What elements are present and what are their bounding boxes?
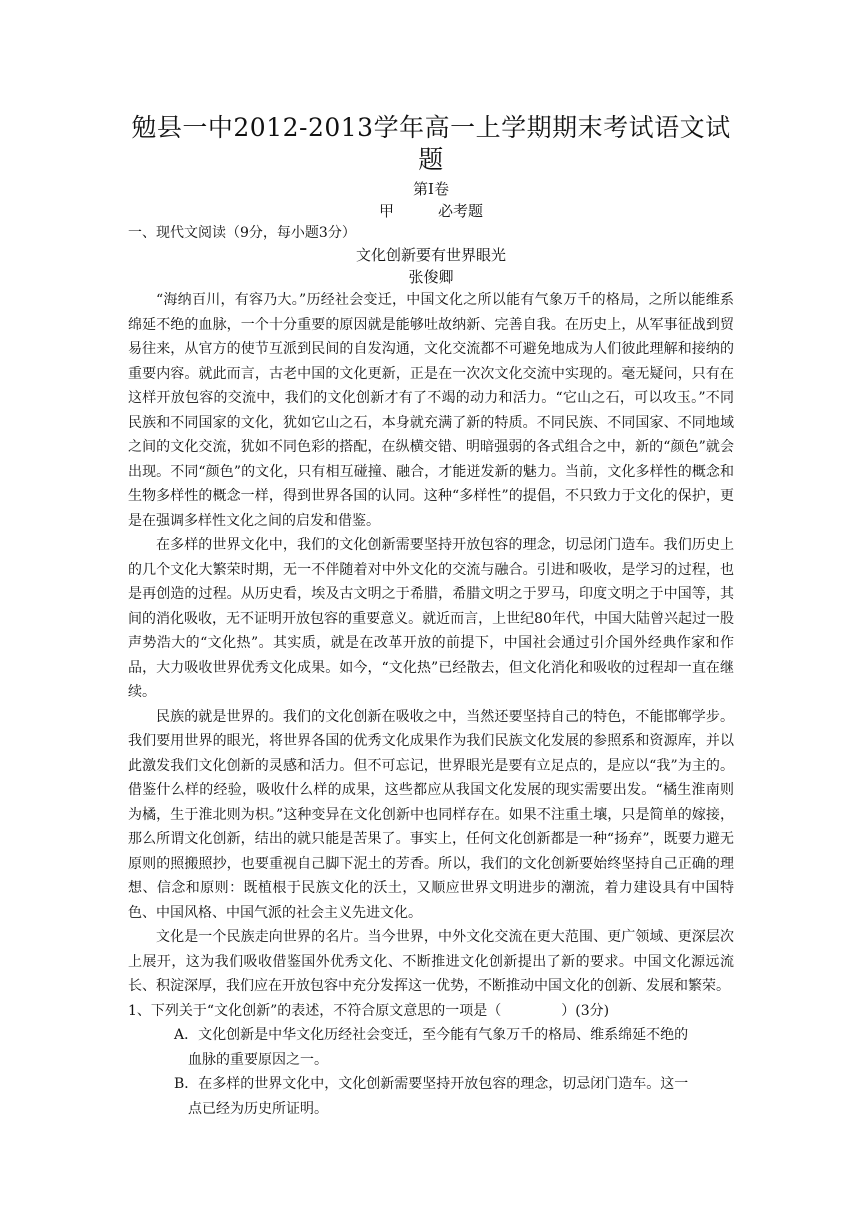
volume-label: 第Ⅰ卷 bbox=[413, 180, 449, 198]
option-a-line1: A．文化创新是中华文化历经社会变迁，至今能有气象万千的格局、维系绵延不绝的 bbox=[174, 1027, 689, 1043]
article-paragraph: 民族的就是世界的。我们的文化创新在吸收之中，当然还要坚持自己的特色，不能邯郸学步。我们要用世界的眼光，将世界各国的优秀文化成果作为我们民族文化发展的参照系和资源库，并以此激发我们文化创新的灵感和活力。但不可忘记，世界眼光是要有立足点的，是应以“我”为主的。借鉴什么样的经验，吸收什么样的成果，这些都应从我国文化发展的现实需要出发。“橘生淮南则为橘，生于淮北则为枳。”这种变异在文化创新中也同样存在。如果不注重土壤，只是简单的嫁接，那么所谓文化创新，结出的就只能是苦果了。事实上，任何文化创新都是一种“扬弃”，既要力避无原则的照搬照抄，也要重视自己脚下泥土的芳香。所以，我们的文化创新要始终坚持自己正确的理想、信念和原则：既植根于民族文化的沃土，又顺应世界文明进步的潮流，着力建设具有中国特色、中国风格、中国气派的社会主义先进文化。 bbox=[128, 708, 734, 921]
article-title: 文化创新要有世界眼光 bbox=[355, 246, 506, 264]
part-right: 必考题 bbox=[438, 202, 484, 220]
option-a-line2: 血脉的重要原因之一。 bbox=[188, 1051, 328, 1068]
option-a bbox=[174, 1023, 734, 1072]
part-heading bbox=[128, 200, 734, 222]
article-author: 张俊卿 bbox=[408, 268, 454, 286]
exam-page bbox=[128, 112, 734, 1121]
option-b bbox=[174, 1072, 734, 1121]
question-stem-before: 1、下列关于“文化创新”的表述，不符合原文意思的一项是（ bbox=[128, 1002, 502, 1019]
article-paragraph: 在多样的世界文化中，我们的文化创新需要坚持开放包容的理念，切忌闭门造车。我们历史上的几个文化大繁荣时期，无一不伴随着对中外文化的交流与融合。引进和吸收，是学习的过程，也是再创造的过程。从历史看，埃及古文明之于希腊，希腊文明之于罗马，印度文明之于中国等，其间的消化吸收，无不证明开放包容的重要意义。就近而言，上世纪80年代，中国大陆曾兴起过一股声势浩大的“文化热”。其实质，就是在改革开放的前提下，中国社会通过引介国外经典作家和作品，大力吸收世界优秀文化成果。如今，“文化热”已经散去，但文化消化和吸收的过程却一直在继续。 bbox=[128, 537, 734, 700]
option-b-line2: 点已经为历史所证明。 bbox=[188, 1100, 328, 1117]
question-1-stem bbox=[128, 999, 734, 1024]
article-paragraph: “海纳百川，有容乃大。”历经社会变迁，中国文化之所以能有气象万千的格局，之所以能维系绵延不绝的血脉，一个十分重要的原因就是能够吐故纳新、完善自我。在历史上，从军事征战到贸易往来，从官方的使节互派到民间的自发沟通，文化交流都不可避免地成为人们彼此理解和接纳的重要内容。就此而言，古老中国的文化更新，正是在一次次文化交流中实现的。毫无疑问，只有在这样开放包容的交流中，我们的文化创新才有了不竭的动力和活力。“它山之石，可以攻玉。”不同民族和不同国家的文化，犹如它山之石，本身就充满了新的特质。不同民族、不同国家、不同地域之间的文化交流，犹如不同色彩的搭配，在纵横交错、明暗强弱的各式组合之中，新的“颜色”就会出现。不同“颜色”的文化，只有相互碰撞、融合，才能迸发新的魅力。当前，文化多样性的概念和生物多样性的概念一样，得到世界各国的认同。这种“多样性”的提倡，不只致力于文化的保护，更是在强调多样性文化之间的启发和借鉴。 bbox=[128, 292, 734, 529]
question-stem-after: ）(3分) bbox=[561, 1002, 610, 1019]
option-b-line1: B．在多样的世界文化中，文化创新需要坚持开放包容的理念，切忌闭门造车。这一 bbox=[174, 1076, 689, 1092]
article-paragraph: 文化是一个民族走向世界的名片。当今世界，中外文化交流在更大范围、更广领域、更深层次上展开，这为我们吸收借鉴国外优秀文化、不断推进文化创新提出了新的要求。中国文化源远流长、积淀深厚，我们应在开放包容中充分发挥这一优势，不断推动中国文化的创新、发展和繁荣。 bbox=[128, 929, 734, 994]
section-heading: 一、现代文阅读（9分，每小题3分） bbox=[128, 225, 356, 241]
part-left: 甲 bbox=[378, 202, 394, 220]
page-title: 勉县一中2012-2013学年高一上学期期末考试语文试题 bbox=[131, 113, 731, 174]
